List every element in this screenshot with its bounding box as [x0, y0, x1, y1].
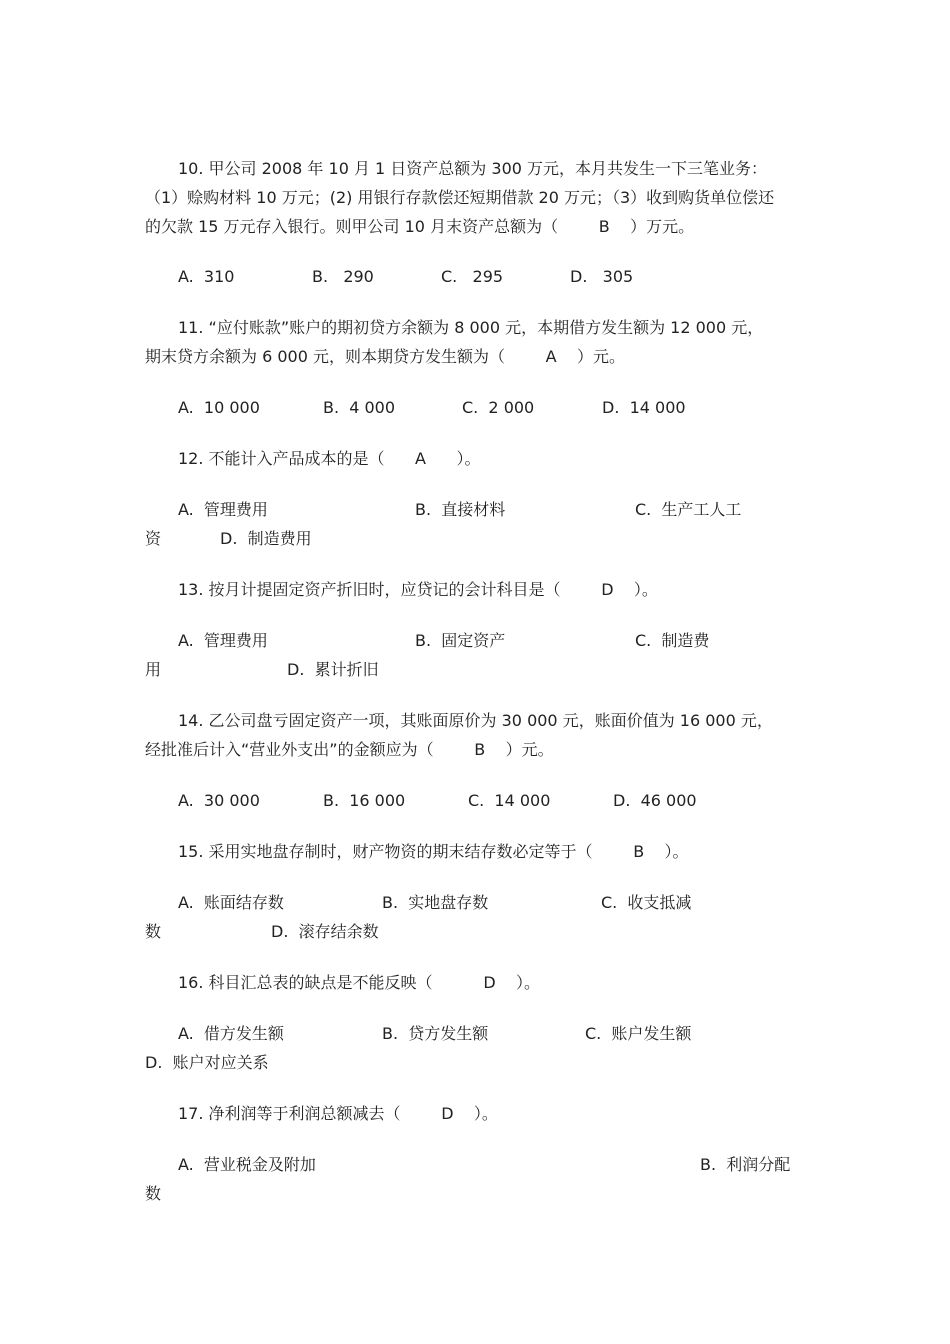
q12-option-d: D. 制造费用 [220, 529, 312, 548]
q11-option-b: B. 4 000 [323, 398, 396, 417]
q16-option-b: B. 贷方发生额 [382, 1024, 489, 1043]
q13-option-b: B. 固定资产 [415, 631, 506, 650]
q10-option-a: A. 310 [178, 267, 235, 286]
q10-stem-line1: 10. 甲公司 2008 年 10 月 1 日资产总额为 300 万元，本月共发生一下三笔业务： [178, 159, 768, 178]
q14-option-b: B. 16 000 [323, 791, 406, 810]
q17-option-b: B. 利润分配 [700, 1155, 791, 1174]
q13-option-a: A. 管理费用 [178, 631, 268, 650]
q16-option-c: C. 账户发生额 [585, 1024, 692, 1043]
q13-option-c: C. 制造费 [635, 631, 710, 650]
q12-option-c-wrap: 资 [145, 529, 162, 548]
q17-option-a: A. 营业税金及附加 [178, 1155, 316, 1174]
q16-option-d: D. 账户对应关系 [145, 1053, 269, 1072]
q10-option-d: D. 305 [570, 267, 634, 286]
q10-stem-line2: （1）赊购材料 10 万元；(2) 用银行存款偿还短期借款 20 万元；（3）收到购货单位偿还 [145, 188, 775, 207]
q17-option-b-wrap: 数 [145, 1184, 162, 1203]
q14-option-a: A. 30 000 [178, 791, 260, 810]
q11-option-c: C. 2 000 [462, 398, 535, 417]
q17-stem: 17. 净利润等于利润总额减去（ D ）。 [178, 1104, 498, 1123]
q15-option-a: A. 账面结存数 [178, 893, 284, 912]
q15-stem: 15. 采用实地盘存制时，财产物资的期末结存数必定等于（ B ）。 [178, 842, 689, 861]
q16-stem: 16. 科目汇总表的缺点是不能反映（ D ）。 [178, 973, 541, 992]
q12-option-c: C. 生产工人工 [635, 500, 742, 519]
q11-stem-line2: 期末贷方余额为 6 000 元，则本期贷方发生额为（ A ）元。 [145, 347, 625, 366]
q13-option-d: D. 累计折旧 [287, 660, 379, 679]
q14-stem-line1: 14. 乙公司盘亏固定资产一项，其账面原价为 30 000 元，账面价值为 16 000 元， [178, 711, 773, 730]
q11-option-a: A. 10 000 [178, 398, 260, 417]
q10-stem-line3: 的欠款 15 万元存入银行。则甲公司 10 月末资产总额为（ B ）万元。 [145, 217, 695, 236]
q12-stem: 12. 不能计入产品成本的是（ A ）。 [178, 449, 481, 468]
q15-option-d: D. 滚存结余数 [271, 922, 379, 941]
q12-option-b: B. 直接材料 [415, 500, 506, 519]
q15-option-c-wrap: 数 [145, 922, 162, 941]
q13-option-c-wrap: 用 [145, 660, 162, 679]
q15-option-b: B. 实地盘存数 [382, 893, 489, 912]
q14-option-c: C. 14 000 [468, 791, 551, 810]
q12-option-a: A. 管理费用 [178, 500, 268, 519]
q11-stem-line1: 11. “应付账款”账户的期初贷方余额为 8 000 元，本期借方发生额为 12 000 元， [178, 318, 764, 337]
q13-stem: 13. 按月计提固定资产折旧时，应贷记的会计科目是（ D ）。 [178, 580, 658, 599]
q14-stem-line2: 经批准后计入“营业外支出”的金额应为（ B ）元。 [145, 740, 554, 759]
q15-option-c: C. 收支抵减 [601, 893, 692, 912]
q10-option-b: B. 290 [312, 267, 374, 286]
q16-option-a: A. 借方发生额 [178, 1024, 284, 1043]
q11-option-d: D. 14 000 [602, 398, 686, 417]
q10-option-c: C. 295 [441, 267, 504, 286]
q14-option-d: D. 46 000 [613, 791, 697, 810]
